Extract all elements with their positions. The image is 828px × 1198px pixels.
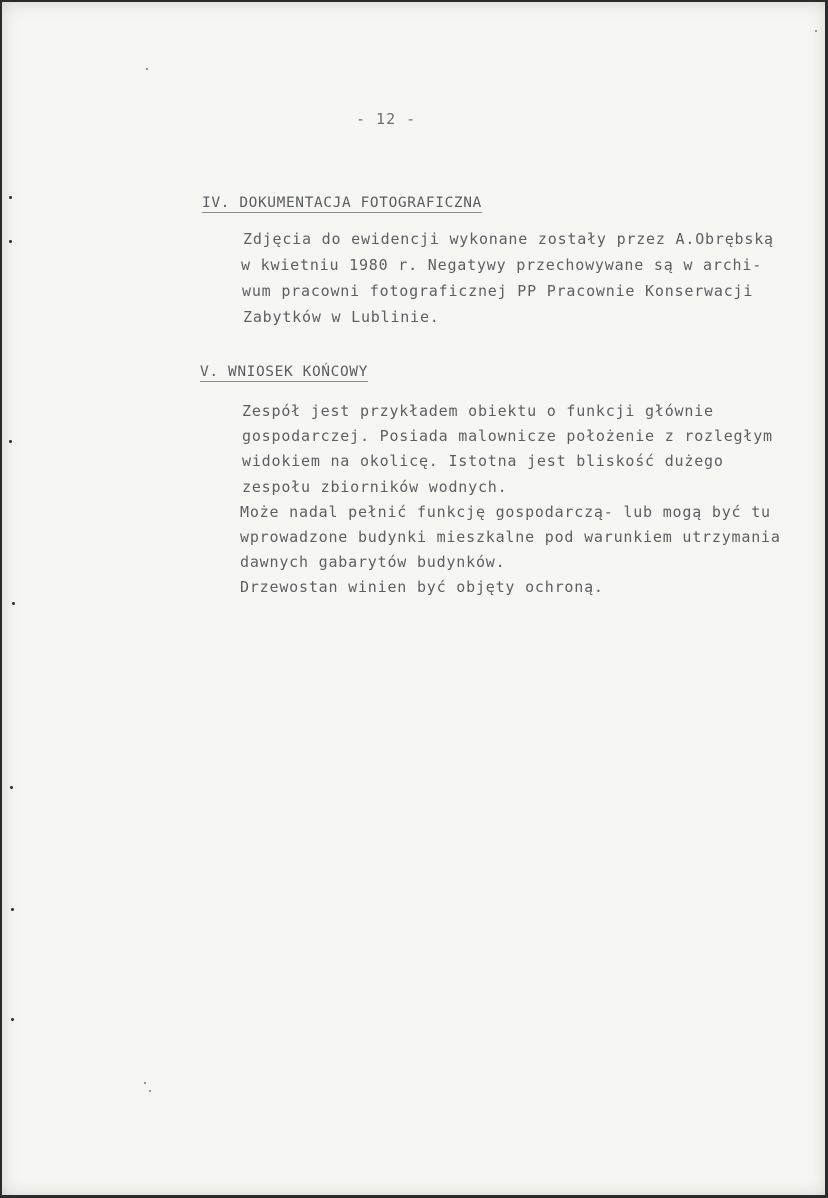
section-body-documentation (243, 226, 774, 330)
scan-speck (146, 68, 148, 70)
punch-mark (9, 196, 12, 199)
body-line: zespołu zbiorników wodnych. (242, 477, 508, 496)
scan-edge-left (0, 0, 2, 1198)
body-line: widokiem na okolicę. Istotna jest bliskość dużego (242, 452, 724, 471)
body-line: wum pracowni fotograficznej PP Pracownie Konserwacji (242, 282, 754, 300)
scan-speck (149, 1090, 151, 1092)
section-heading-conclusion: V. WNIOSEK KOŃCOWY (200, 364, 368, 380)
body-line: dawnych gabarytów budynków. (240, 553, 506, 572)
punch-mark (10, 786, 13, 789)
punch-mark (11, 1018, 14, 1021)
body-line: Drzewostan winien być objęty ochroną. (240, 578, 604, 597)
scan-edge-top (0, 0, 828, 2)
punch-mark (9, 240, 12, 243)
body-line: Zabytków w Lublinie. (243, 308, 440, 326)
scan-speck (144, 1082, 146, 1084)
body-line: w kwietniu 1980 r. Negatywy przechowywane są w archi- (241, 256, 763, 274)
punch-mark (12, 602, 15, 605)
punch-mark (11, 908, 14, 911)
page-number: - 12 - (356, 110, 417, 128)
section-body-conclusion (242, 399, 781, 601)
section-heading-documentation: IV. DOKUMENTACJA FOTOGRAFICZNA (202, 195, 482, 211)
scan-speck (815, 30, 817, 32)
body-line: Zespół jest przykładem obiektu o funkcji głównie (242, 402, 714, 420)
body-line: Może nadal pełnić funkcję gospodarczą- lub mogą być tu (240, 502, 771, 521)
body-line: Zdjęcia do ewidencji wykonane zostały przez A.Obrębską (243, 230, 774, 248)
body-line: wprowadzone budynki mieszkalne pod warunkiem utrzymania (240, 527, 781, 546)
punch-mark (9, 440, 12, 443)
body-line: gospodarczej. Posiada malownicze położenie z rozległym (242, 427, 773, 446)
